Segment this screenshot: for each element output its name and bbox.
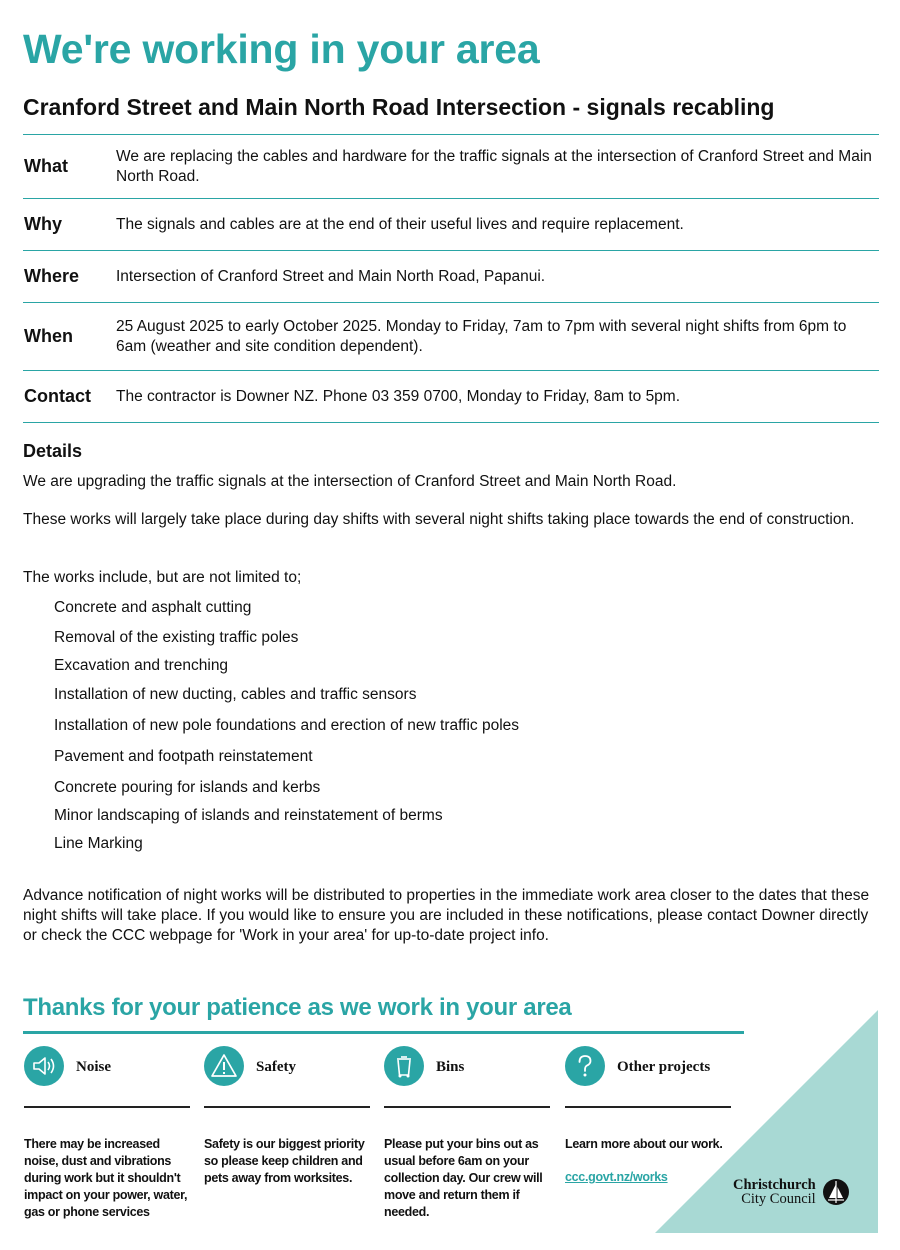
thanks-heading: Thanks for your patience as we work in your area	[23, 994, 572, 1021]
works-link[interactable]: ccc.govt.nz/works	[565, 1170, 668, 1184]
divider	[565, 1106, 731, 1108]
list-item: Pavement and footpath reinstatement	[54, 748, 313, 765]
card-title: Other projects	[617, 1059, 711, 1075]
details-paragraph: These works will largely take place during day shifts with several night shifts taking place towards the end of construction.	[23, 511, 855, 528]
council-emblem-icon	[822, 1178, 850, 1206]
page-title: We're working in your area	[23, 26, 540, 72]
council-logo	[733, 1178, 850, 1206]
info-text: The contractor is Downer NZ. Phone 03 359 0700, Monday to Friday, 8am to 5pm.	[116, 387, 681, 405]
list-item: Line Marking	[54, 835, 143, 852]
warning-icon	[204, 1046, 244, 1086]
logo-text	[733, 1178, 816, 1206]
card-text	[565, 1136, 731, 1186]
info-row-where	[23, 250, 879, 302]
info-label: Where	[24, 266, 80, 286]
info-label: When	[24, 326, 73, 346]
info-text: The signals and cables are at the end of their useful lives and require replacement.	[116, 215, 684, 233]
info-row-contact	[23, 370, 879, 423]
list-item: Minor landscaping of islands and reinstatement of berms	[54, 807, 443, 824]
details-heading: Details	[23, 441, 83, 461]
card-title: Noise	[76, 1059, 111, 1075]
info-row-when	[23, 302, 879, 370]
card-text: Please put your bins out as usual before 6am on your collection day. Our crew will move and return them if needed.	[384, 1137, 543, 1219]
list-item: Installation of new ducting, cables and traffic sensors	[54, 686, 417, 703]
speaker-icon	[24, 1046, 64, 1086]
divider	[24, 1106, 190, 1108]
info-row-why	[23, 198, 879, 250]
list-item: Installation of new pole foundations and erection of new traffic poles	[54, 717, 520, 734]
info-label: Contact	[24, 386, 91, 406]
info-row-what	[23, 134, 879, 198]
list-item: Excavation and trenching	[54, 657, 229, 674]
info-label: Why	[24, 214, 62, 234]
divider	[204, 1106, 370, 1108]
project-subtitle: Cranford Street and Main North Road Intersection - signals recabling	[23, 94, 775, 120]
info-text: 25 August 2025 to early October 2025. Monday to Friday, 7am to 7pm with several night shifts from 6pm to 6am (weather and site condition dependent).	[116, 317, 847, 355]
logo-line1: Christchurch	[733, 1177, 816, 1193]
bin-icon	[384, 1046, 424, 1086]
info-text: Intersection of Cranford Street and Main North Road, Papanui.	[116, 267, 546, 285]
details-paragraph: The works include, but are not limited to;	[23, 569, 302, 586]
card-title: Bins	[436, 1059, 465, 1075]
divider	[23, 1031, 744, 1034]
list-item: Removal of the existing traffic poles	[54, 629, 299, 646]
card-text-body: Learn more about our work.	[565, 1137, 723, 1151]
divider	[384, 1106, 550, 1108]
card-text: There may be increased noise, dust and vibrations during work but it shouldn't impact on your power, water, gas or phone services	[24, 1137, 188, 1219]
logo-line2: City Council	[741, 1191, 816, 1207]
night-works-paragraph: Advance notification of night works will be distributed to properties in the immediate work area closer to the dates that these night shifts will take place. If you would like to ensure you are included in these notifications, please contact Downer directly or check the CCC webpage for 'Work in your area' for up-to-date project info.	[23, 887, 870, 944]
question-icon	[565, 1046, 605, 1086]
list-item: Concrete pouring for islands and kerbs	[54, 779, 321, 796]
list-item: Concrete and asphalt cutting	[54, 599, 252, 616]
info-label: What	[24, 156, 68, 176]
card-title: Safety	[256, 1059, 296, 1075]
info-table	[23, 134, 879, 423]
details-paragraph: We are upgrading the traffic signals at the intersection of Cranford Street and Main North Road.	[23, 473, 677, 490]
info-text: We are replacing the cables and hardware for the traffic signals at the intersection of Cranford Street and Main North Road.	[116, 147, 872, 185]
card-text: Safety is our biggest priority so please keep children and pets away from worksites.	[204, 1137, 365, 1185]
